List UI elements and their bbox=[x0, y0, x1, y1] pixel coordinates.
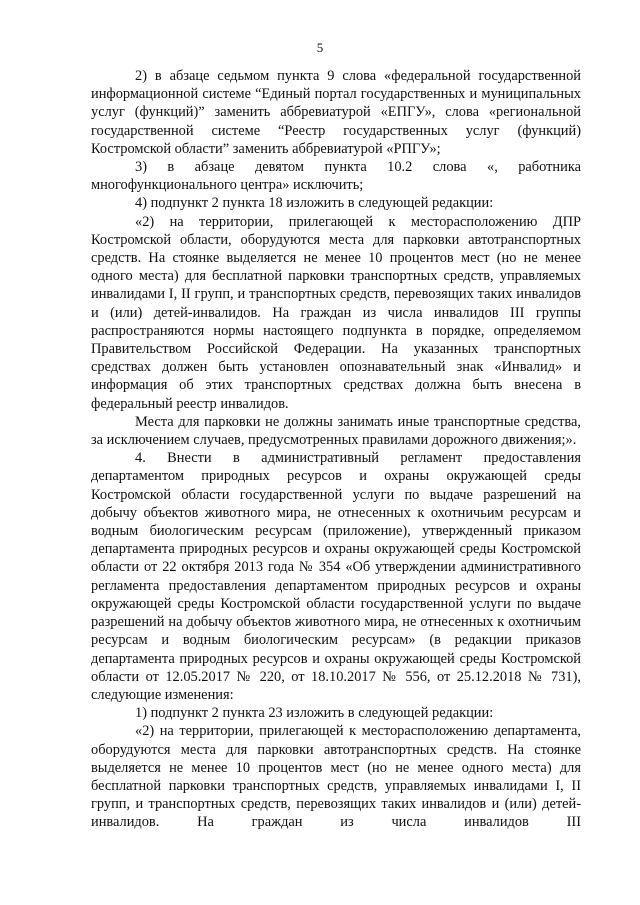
paragraph-item-4-regulation: 4. Внести в административный регламент предоставления департаментом природных ресурсов и охраны окружающей среды Костромской области государственной услуги по выдаче разрешений на добычу объектов животного мира, не отнесенных к охотничьим ресурсам и водным биологическим ресурсам (приложение), утвержденный приказом департамента природных ресурсов и охраны окружающей среды Костромской области от 22 октября 2013 года № 354 «Об утверждении административного регламента предоставления департаментом природных ресурсов и охраны окружающей среды Костромской области государственной услуги по выдаче разрешений на добычу объектов животного мира, не отнесенных к охотничьим ресурсам и водным биологическим ресурсам» (в редакции приказов департамента природных ресурсов и охраны окружающей среды Костромской области от 12.05.2017 № 220, от 18.10.2017 № 556, от 25.12.2018 № 731), следующие изменения: bbox=[91, 450, 581, 703]
paragraph-subpoint-18: 4) подпункт 2 пункта 18 изложить в следующей редакции: bbox=[135, 195, 494, 212]
paragraph-subpoint-23: 1) подпункт 2 пункта 23 изложить в следующей редакции: bbox=[135, 705, 494, 722]
paragraph-exclude-mfc: 3) в абзаце девятом пункта 10.2 слова «, работника многофункционального центра» исключить; bbox=[91, 159, 581, 194]
paragraph-parking-dpr: «2) на территории, прилегающей к месторасположению ДПР Костромской области, оборудуются места для парковки автотранспортных средств. На стоянке выделяется не менее 10 процентов мест (но не менее одного места) для бесплатной парковки транспортных средств, управляемых инвалидами I, II групп, и транспортных средств, перевозящих таких инвалидов и (или) детей-инвалидов. На граждан из числа инвалидов III группы распространяются нормы настоящего подпункта в порядке, определяемом Правительством Российской Федерации. На указанных транспортных средствах должен быть установлен опознавательный знак «Инвалид» и информация об этих транспортных средствах должна быть внесена в федеральный реестр инвалидов. bbox=[91, 213, 581, 412]
paragraph-abbreviation-epgu: 2) в абзаце седьмом пункта 9 слова «федеральной государственной информационной системе “Единый портал государственных и муниципальных услуг (функций)” заменить аббревиатурой «ЕПГУ», слова «региональной государственной системе “Реестр государственных услуг (функций) Костромской области” заменить аббревиатурой «РПГУ»; bbox=[91, 68, 581, 157]
paragraph-parking-restrictions: Места для парковки не должны занимать иные транспортные средства, за исключением случаев, предусмотренных правилами дорожного движения;». bbox=[91, 413, 581, 449]
paragraph-parking-department: «2) на территории, прилегающей к месторасположению департамента, оборудуются места для парковки автотранспортных средств. На стоянке выделяется не менее 10 процентов мест (но не менее одного места) для бесплатной парковки транспортных средств, управляемых инвалидами I, II групп, и транспортных средств, перевозящих таких инвалидов и (или) детей-инвалидов. На граждан из числа инвалидов III bbox=[91, 723, 581, 831]
document-body bbox=[91, 67, 581, 832]
page-number: 5 bbox=[316, 40, 324, 55]
